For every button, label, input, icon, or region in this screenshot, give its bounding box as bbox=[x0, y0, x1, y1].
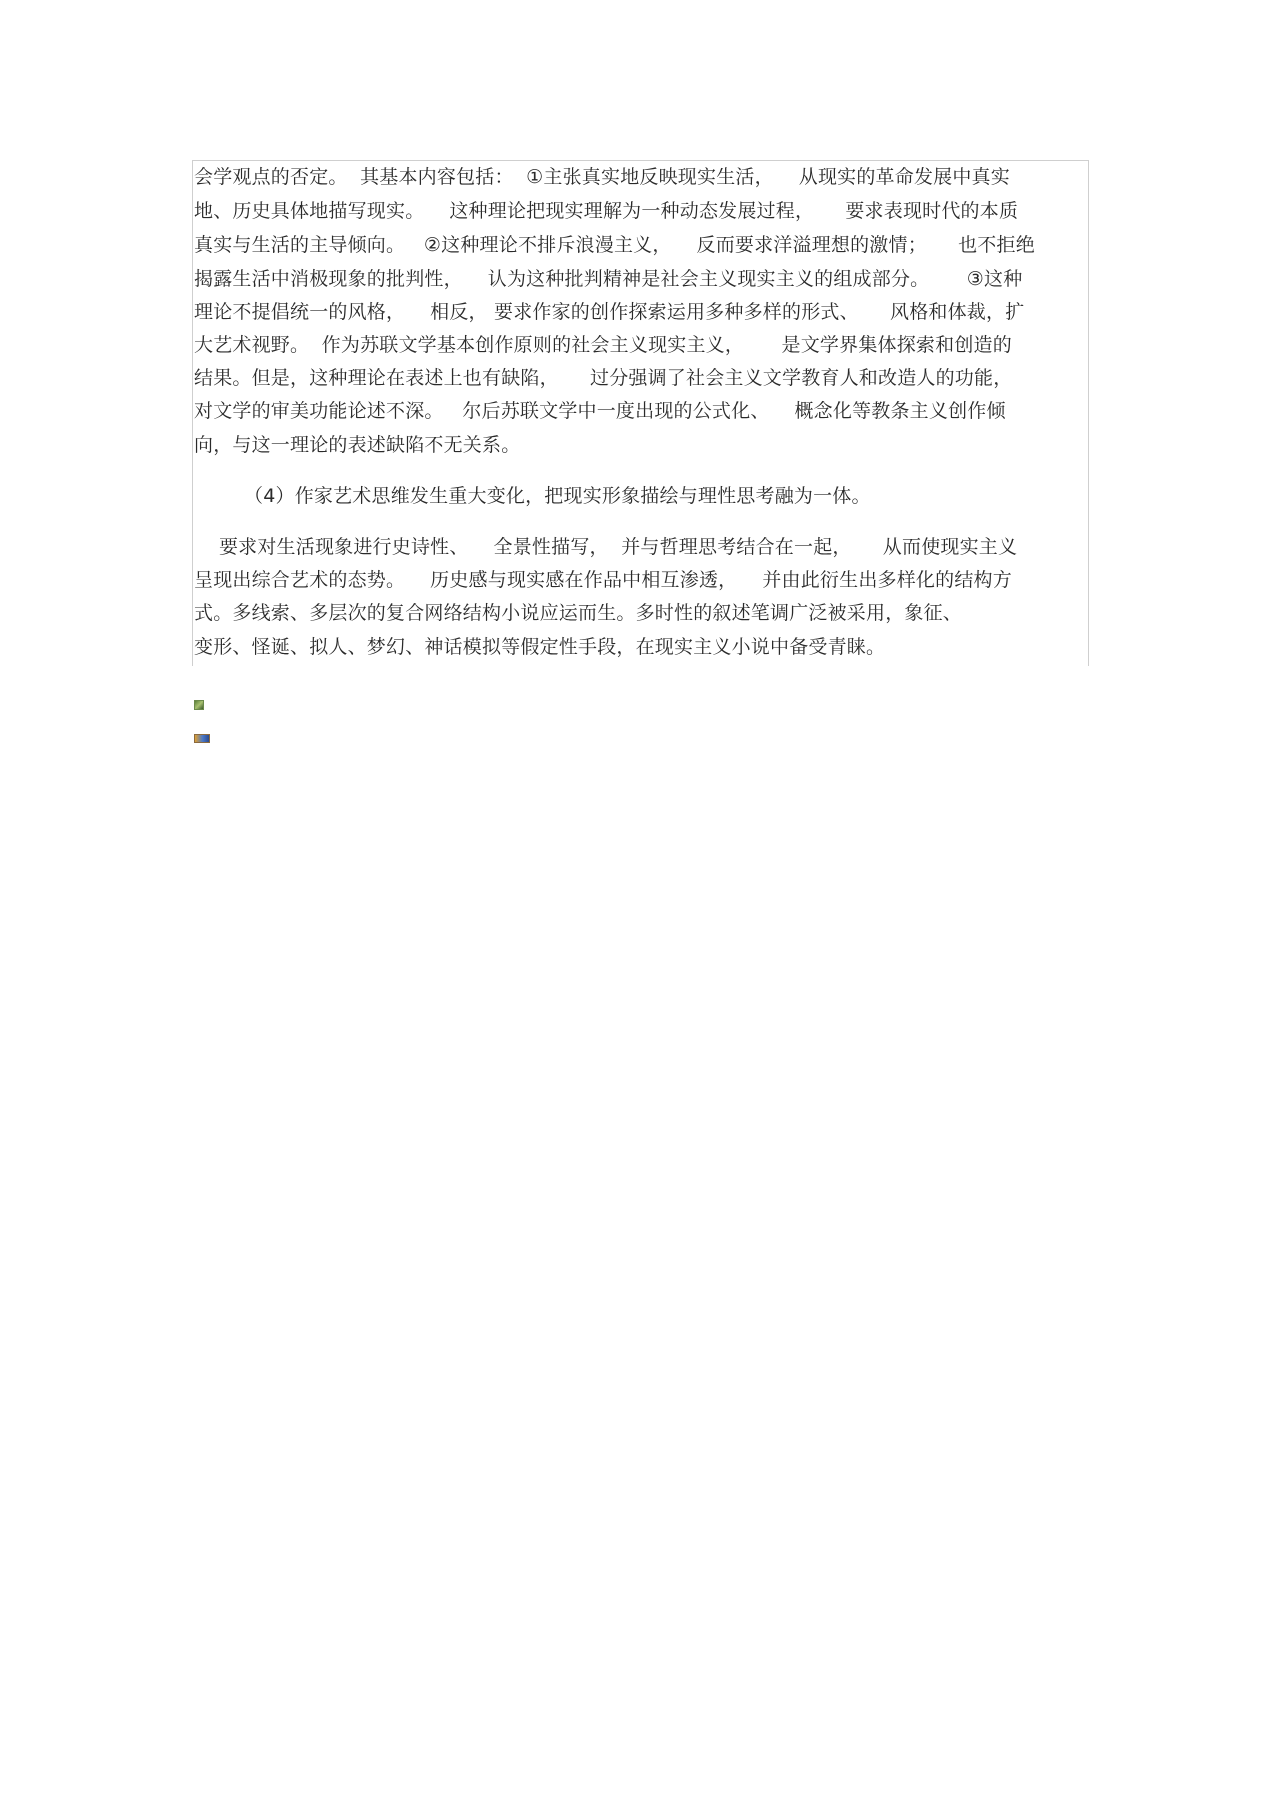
paragraph-line: 式。多线索、多层次的复合网络结构小说应运而生。多时性的叙述笔调广泛被采用，象征、 bbox=[194, 602, 963, 624]
paragraph-line: 要求对生活现象进行史诗性、 全景性描写， 并与哲理思考结合在一起， 从而使现实主义 bbox=[194, 536, 1018, 558]
paragraph-line: 结果。但是，这种理论在表述上也有缺陷， 过分强调了社会主义文学教育人和改造人的功能， bbox=[194, 367, 1013, 389]
paragraph-line: 会学观点的否定。 其基本内容包括： ①主张真实地反映现实生活， 从现实的革命发展中真实 bbox=[194, 166, 1010, 188]
paragraph-line: 理论不提倡统一的风格， 相反， 要求作家的创作探索运用多种多样的形式、 风格和体裁，扩 bbox=[194, 301, 1025, 323]
paragraph-line: 对文学的审美功能论述不深。 尔后苏联文学中一度出现的公式化、 概念化等教条主义创作倾 bbox=[194, 400, 1006, 422]
picture-icon bbox=[194, 734, 210, 743]
paragraph-line: 真实与生活的主导倾向。 ②这种理论不排斥浪漫主义， 反而要求洋溢理想的激情； 也不拒绝 bbox=[194, 234, 1035, 256]
paragraph-line: 大艺术视野。 作为苏联文学基本创作原则的社会主义现实主义， 是文学界集体探索和创造的 bbox=[194, 334, 1012, 356]
section-heading: （4）作家艺术思维发生重大变化，把现实形象描绘与理性思考融为一体。 bbox=[244, 485, 871, 507]
paragraph-line: 向，与这一理论的表述缺陷不无关系。 bbox=[194, 434, 521, 456]
paragraph-line: 地、历史具体地描写现实。 这种理论把现实理解为一种动态发展过程， 要求表现时代的本质 bbox=[194, 200, 1019, 222]
picture-icon bbox=[194, 700, 204, 710]
paragraph-line: 揭露生活中消极现象的批判性， 认为这种批判精神是社会主义现实主义的组成部分。 ③这种 bbox=[194, 268, 1023, 290]
paragraph-line: 呈现出综合艺术的态势。 历史感与现实感在作品中相互渗透， 并由此衍生出多样化的结构方 bbox=[194, 569, 1012, 591]
paragraph-line: 变形、怪诞、拟人、梦幻、神话模拟等假定性手段，在现实主义小说中备受青睐。 bbox=[194, 636, 886, 658]
